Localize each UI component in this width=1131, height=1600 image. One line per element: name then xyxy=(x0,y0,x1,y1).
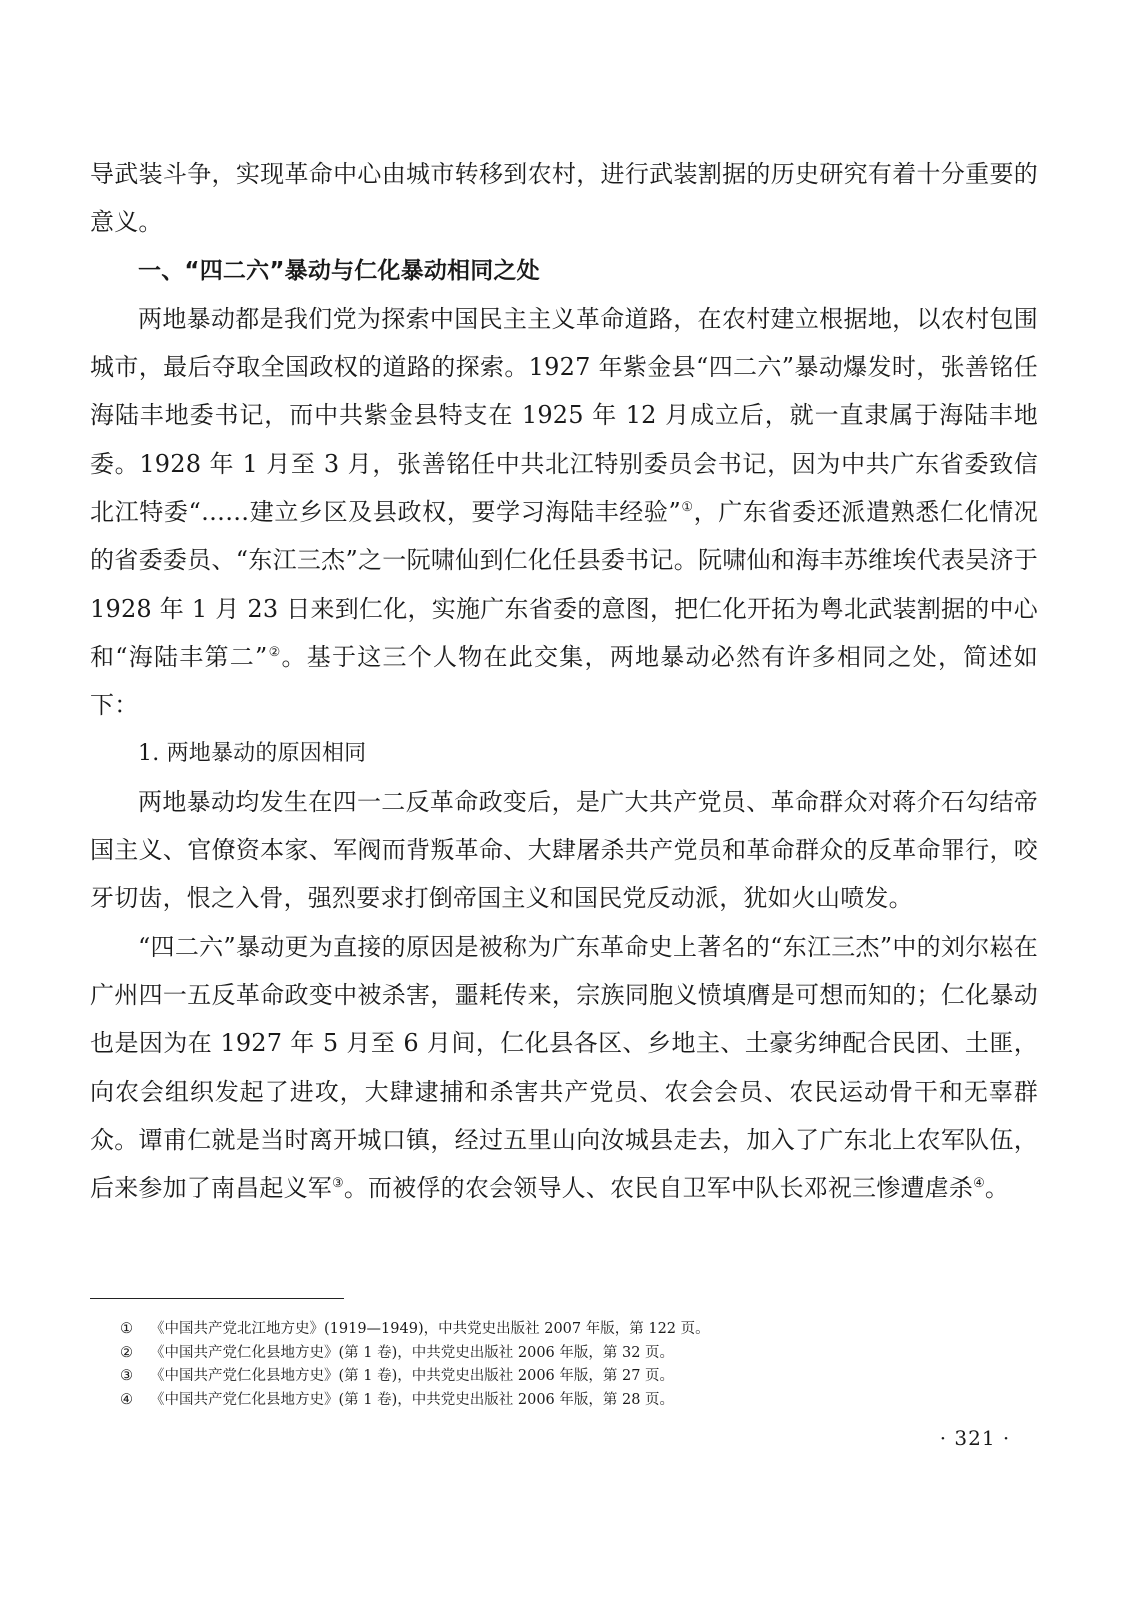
footnote-text: 《中国共产党仁化县地方史》(第 1 卷)，中共党史出版社 2006 年版，第 28 页。 xyxy=(150,1391,675,1408)
paragraph-text: 。而被俘的农会领导人、农民自卫军中队长邓祝三惨遭虐杀 xyxy=(343,1174,974,1203)
footnotes xyxy=(120,1318,1020,1412)
footnote-4 xyxy=(120,1389,1020,1413)
footnote-ref-3[interactable]: ③ xyxy=(332,1176,344,1192)
footnote-mark: ④ xyxy=(120,1391,133,1408)
section-heading: 一、“四二六”暴动与仁化暴动相同之处 xyxy=(138,257,540,284)
footnote-2 xyxy=(120,1342,1020,1366)
paragraph-text: 。 xyxy=(984,1174,1010,1203)
paragraph-text: ，广东省委还派遣熟悉仁化情况的省委委员、“东江三杰”之一阮啸仙到仁化任县委书记。阮啸仙和海丰苏维埃代表吴济于 1928 年 1 月 23 日来到仁化，实施广东省委的意图，把仁化开拓为粤北武装割据的中心和“海陆丰第二” xyxy=(90,498,1038,671)
paragraph-direct-causes xyxy=(90,923,1038,1213)
footnote-divider xyxy=(90,1298,344,1299)
footnote-ref-4[interactable]: ④ xyxy=(973,1176,985,1192)
body-text xyxy=(90,150,1038,1213)
footnote-text: 《中国共产党仁化县地方史》(第 1 卷)，中共党史出版社 2006 年版，第 32 页。 xyxy=(150,1344,675,1361)
footnote-ref-1[interactable]: ① xyxy=(680,500,694,516)
footnote-text: 《中国共产党北江地方史》(1919—1949)，中共党史出版社 2007 年版，第 122 页。 xyxy=(150,1321,710,1337)
footnote-text: 《中国共产党仁化县地方史》(第 1 卷)，中共党史出版社 2006 年版，第 27 页。 xyxy=(150,1368,675,1384)
paragraph-text: “四二六”暴动更为直接的原因是被称为广东革命史上著名的“东江三杰”中的刘尔崧在广州四一五反革命政变中被杀害，噩耗传来，宗族同胞义愤填膺是可想而知的；仁化暴动也是因为在 1927 年 5 月至 6 月间，仁化县各区、乡地主、土豪劣绅配合民团、土匪，向农会组织发起了进攻，大肆逮捕和杀害共产党员、农会会员、农民运动骨干和无辜群众。谭甫仁就是当时离开城口镇，经过五里山向汝城县走去，加入了广东北上农军队伍，后来参加了南昌起义军 xyxy=(90,932,1038,1203)
paragraph-shared-exploration xyxy=(90,295,1038,730)
footnote-mark: ② xyxy=(120,1344,133,1361)
footnote-ref-2[interactable]: ② xyxy=(267,644,282,660)
footnote-1 xyxy=(120,1318,1020,1342)
paragraph-text: 两地暴动都是我们党为探索中国民主主义革命道路，在农村建立根据地，以农村包围城市，最后夺取全国政权的道路的探索。1927 年紫金县“四二六”暴动爆发时，张善铭任海陆丰地委书记，而中共紫金县特支在 1925 年 12 月成立后，就一直隶属于海陆丰地委。1928 年 1 月至 3 月，张善铭任中共北江特别委员会书记，因为中共广东省委致信北江特委“……建立乡区及县政权，要学习海陆丰经验” xyxy=(90,304,1038,527)
footnote-mark: ① xyxy=(120,1321,133,1337)
paragraph-continuation: 导武装斗争，实现革命中心由城市转移到农村，进行武装割据的历史研究有着十分重要的意义。 xyxy=(90,160,1038,237)
paragraph-text: 。基于这三个人物在此交集，两地暴动必然有许多相同之处，简述如下： xyxy=(90,642,1039,720)
subsection-heading: 1. 两地暴动的原因相同 xyxy=(138,740,367,766)
paragraph-causes: 两地暴动均发生在四一二反革命政变后，是广大共产党员、革命群众对蒋介石勾结帝国主义、官僚资本家、军阀而背叛革命、大肆屠杀共产党员和革命群众的反革命罪行，咬牙切齿，恨之入骨，强烈要求打倒帝国主义和国民党反动派，犹如火山喷发。 xyxy=(90,787,1038,913)
footnote-3 xyxy=(120,1365,1020,1389)
footnote-mark: ③ xyxy=(120,1368,133,1384)
page-number: · 321 · xyxy=(939,1426,1011,1450)
